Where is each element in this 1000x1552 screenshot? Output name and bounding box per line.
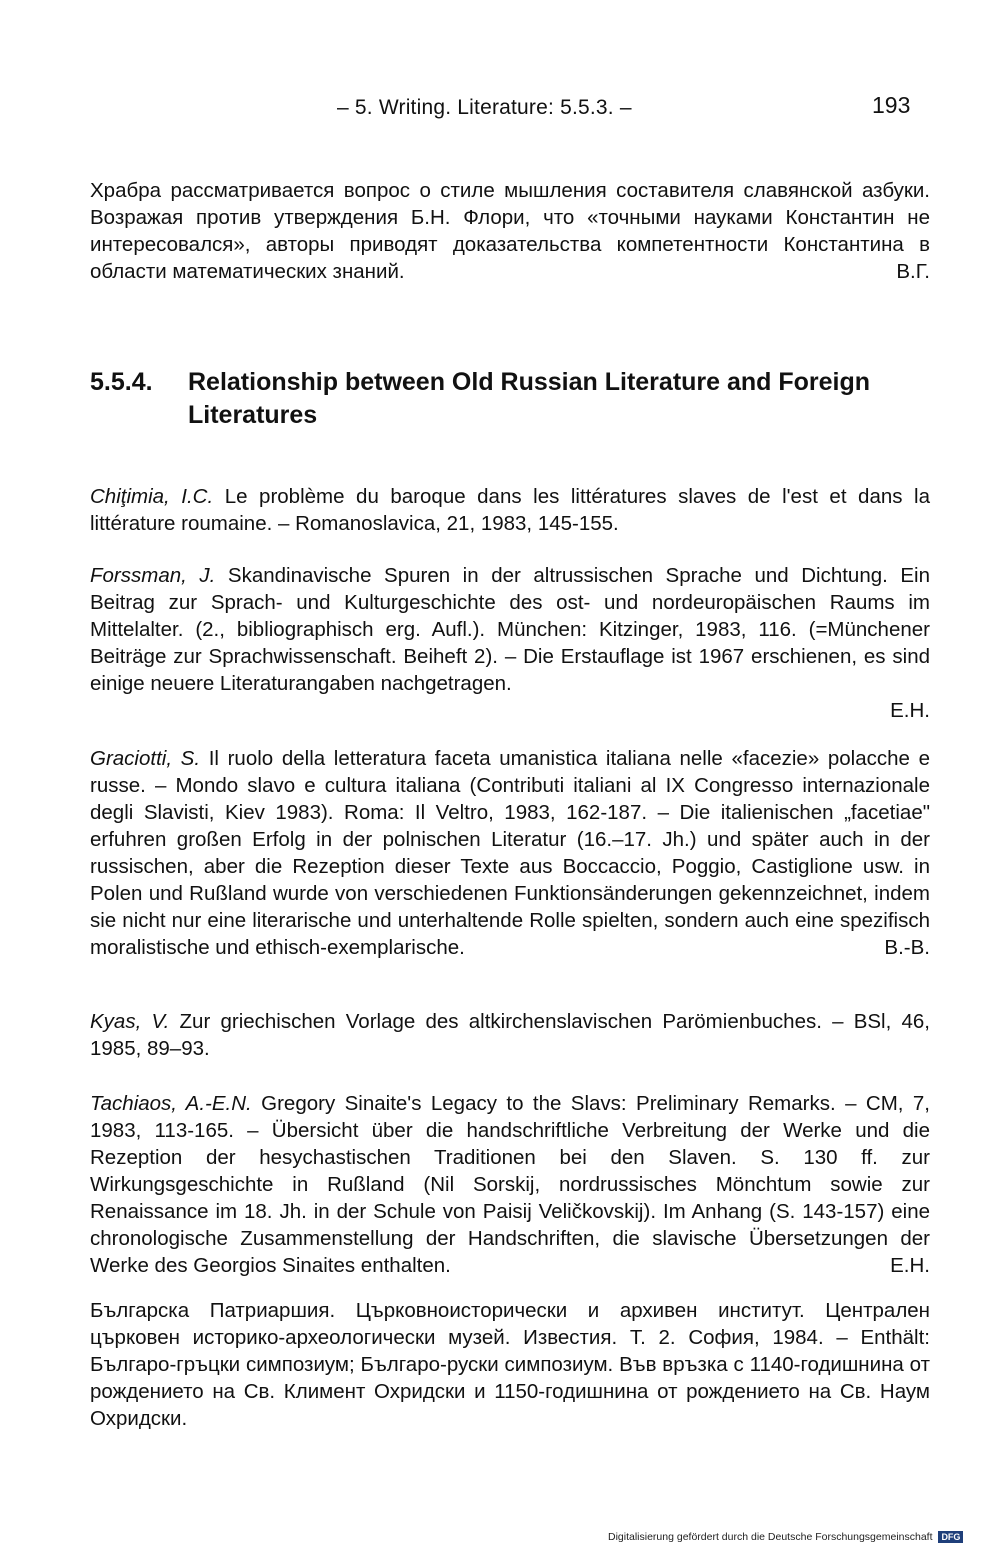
section-title: Relationship between Old Russian Literature and Foreign Literatures: [188, 368, 871, 429]
entry-text: Zur griechischen Vorlage des altkirchenslavischen Parömienbuches. – BSl, 46, 1985, 89–93.: [90, 1010, 930, 1060]
entry-text: Le problème du baroque dans les littératures slaves de l'est et dans la littérature roumaine. – Romanoslavica, 21, 1983, 145-155.: [90, 485, 931, 535]
entry-initials: B.-B.: [884, 936, 930, 959]
entry-initials: E.H.: [890, 1254, 930, 1277]
entry-text: Българска Патриаршия. Църковноисторически и архивен институт. Централен църковен историко-археологически музей. Известия. Т. 2. София, 1984. – Enthält: Българо-гръцки симпозиум; Българо-руски симпозиум. Във връзка с 1140-годишнина от рождението на Св. Климент Охридски и 1150-годишнина от рождението на Св. Наум Охридски.: [90, 1299, 930, 1430]
intro-paragraph: [90, 177, 930, 285]
entry-text: Skandinavische Spuren in der altrussischen Sprache und Dichtung. Ein Beitrag zur Sprach- und Kulturgeschichte des ost- und nordeuropäischen Raums im Mittelalter. (2., bibliographisch erg. Aufl.). München: Kitzinger, 1983, 116. (=Münchener Beiträge zur Sprachwissenschaft. Beiheft 2). – Die Erstauflage ist 1967 erschienen, es sind einige neuere Literaturangaben nachgetragen.: [90, 564, 930, 695]
section-number: 5.5.4.: [90, 368, 153, 396]
footer-text: Digitalisierung gefördert durch die Deutsche Forschungsgemeinschaft: [608, 1531, 933, 1543]
intro-text: Храбра рассматривается вопрос о стиле мышления составителя славянской азбуки. Возражая против утверждения Б.Н. Флори, что «точными науками Константин не интересовался», авторы приводят доказательства компетентности Константина в области математических знаний.: [90, 179, 930, 283]
entry-author: Forssman, J.: [90, 564, 216, 587]
section-heading: [90, 366, 930, 432]
page-number: 193: [872, 92, 911, 118]
entry-author: Chiţimia, I.C.: [90, 485, 214, 508]
bibliography-entry: [90, 1297, 930, 1432]
bibliography-entry: [90, 562, 930, 724]
running-head: – 5. Writing. Literature: 5.5.3. –: [337, 96, 632, 119]
entry-author: Graciotti, S.: [90, 747, 201, 770]
bibliography-entry: [90, 745, 930, 961]
bibliography-entry: [90, 483, 930, 537]
entry-initials: E.H.: [890, 699, 930, 722]
dfg-logo: DFG: [938, 1531, 963, 1543]
entry-text: Gregory Sinaite's Legacy to the Slavs: Preliminary Remarks. – CM, 7, 1983, 113-165. – Übersicht über die handschriftliche Verbreitung der Werke und die Rezeption der hesychastischen Traditionen bei den Slaven. S. 130 ff. zur Wirkungsgeschichte in Rußland (Nil Sorskij, nordrussisches Mönchtum sowie zur Renaissance im 18. Jh. in der Schule von Paisij Veličkovskij). Im Anhang (S. 143-157) eine chronologische Zusammenstellung der Handschriften, die slavische Übersetzungen der Werke des Georgios Sinaites enthalten.: [90, 1092, 930, 1277]
bibliography-entry: [90, 1090, 930, 1279]
intro-initials: В.Г.: [896, 260, 930, 283]
bibliography-entry: [90, 1008, 930, 1062]
entry-author: Kyas, V.: [90, 1010, 170, 1033]
digitization-footer: [608, 1531, 963, 1543]
entry-text: Il ruolo della letteratura faceta umanistica italiana nelle «facezie» polacche e russe. – Mondo slavo e cultura italiana (Contributi italiani al IX Congresso internazionale degli Slavisti, Kiev 1983). Roma: Il Veltro, 1983, 162-187. – Die italienischen „facetiae" erfuhren großen Erfolg in der polnischen Literatur (16.–17. Jh.) und später auch in der russischen, aber die Rezeption dieser Texte aus Boccaccio, Poggio, Castiglione usw. in Polen und Rußland wurde von verschiedenen Funktionsänderungen gekennzeichnet, indem sie nicht nur eine literarische und unterhaltende Rolle spielten, sondern auch eine spezifisch moralistische und ethisch-exemplarische.: [90, 747, 930, 959]
entry-author: Tachiaos, A.-E.N.: [90, 1092, 252, 1115]
